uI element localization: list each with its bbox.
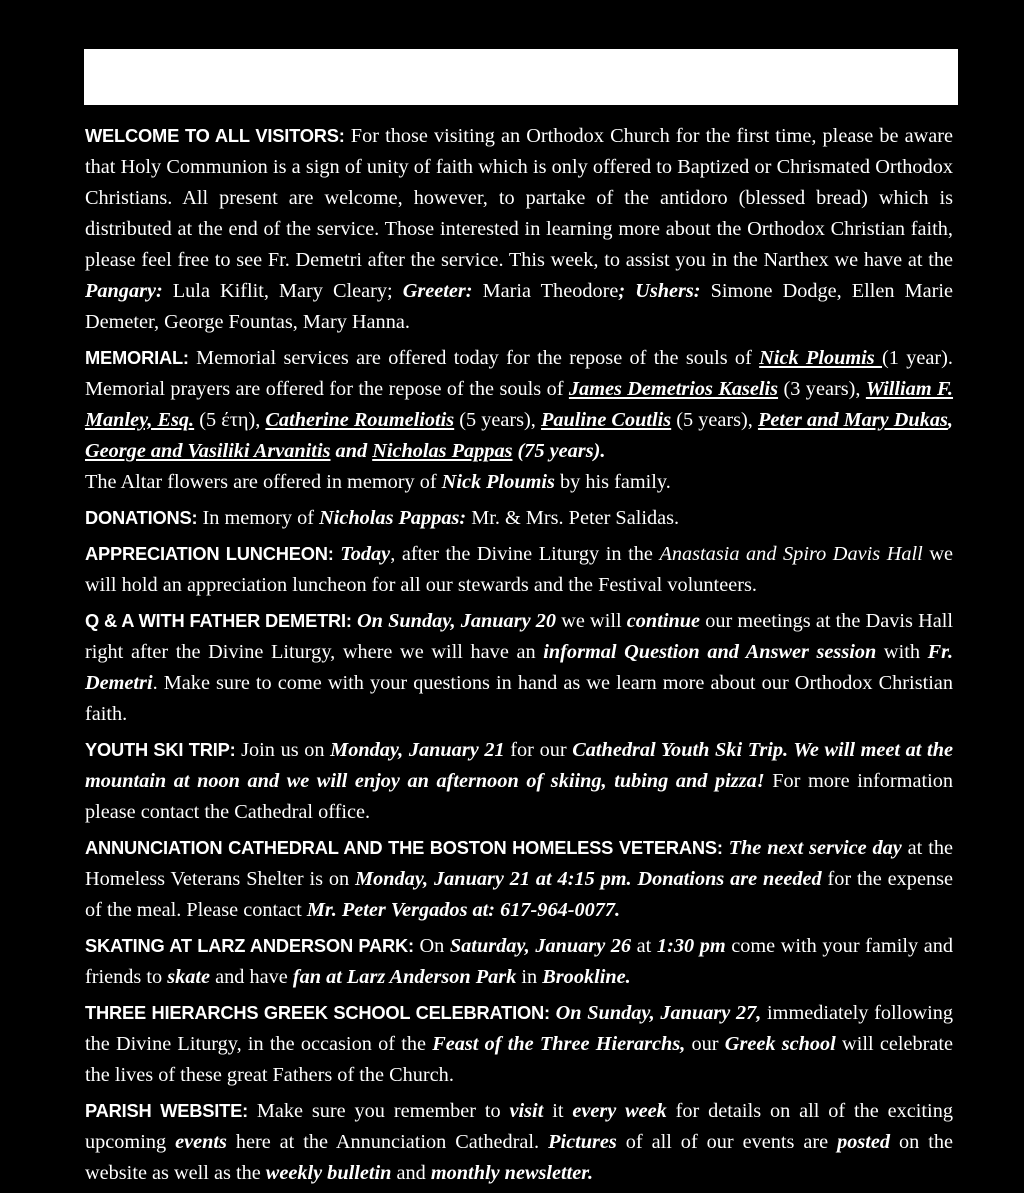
announcement-text: Memorial services are offered today for the repose of the souls of — [188, 347, 760, 369]
announcement-text: Nicholas Pappas: — [319, 507, 467, 529]
announcement-text: The Altar flowers are offered in memory of — [85, 471, 442, 493]
announcement-paragraph — [85, 832, 953, 926]
announcement-text: events — [175, 1131, 227, 1153]
announcement-text: and — [391, 1162, 431, 1184]
announcement-heading: APPRECIATION LUNCHEON: — [85, 543, 334, 564]
announcement-text: (3 years), — [778, 378, 866, 400]
announcement-paragraph — [85, 734, 953, 828]
announcement-text: (5 years), — [454, 409, 541, 431]
announcement-text: (1 year). Memorial prayers are offered for the repose of the souls of — [85, 347, 953, 400]
announcement-text: by his family. — [554, 471, 671, 493]
announcement-paragraph — [85, 502, 953, 534]
announcement-heading: Q & A WITH FATHER DEMETRI: — [85, 610, 352, 631]
announcement-text: Mr. & Mrs. Peter Salidas. — [466, 507, 680, 529]
announcement-text: Greek school — [724, 1033, 836, 1055]
announcement-heading: DONATIONS: — [85, 507, 198, 528]
announcement-text: Greeter: — [402, 280, 473, 302]
announcement-text: (75 years). — [512, 440, 606, 462]
announcement-text: weekly bulletin — [265, 1162, 392, 1184]
announcement-text: On — [413, 935, 450, 957]
announcement-text: Pictures — [548, 1131, 617, 1153]
announcement-text: here at the Annunciation Cathedral. — [226, 1131, 549, 1153]
announcement-text: fan at Larz Anderson Park — [292, 966, 517, 988]
announcement-text: at the Homeless Veterans Shelter is on — [85, 837, 953, 890]
announcement-text: come with your family and friends to — [85, 935, 954, 988]
announcement-paragraph — [85, 538, 953, 601]
announcement-text: William F. Manley, Esq. — [85, 378, 954, 431]
announcement-text: Make sure you remember to — [247, 1100, 510, 1122]
announcement-text: On Sunday, January 27, — [555, 1002, 762, 1024]
announcement-paragraph — [85, 120, 953, 338]
announcement-text: Anastasia and Spiro Davis Hall — [659, 543, 923, 565]
announcement-text: Nicholas Pappas — [372, 440, 513, 462]
announcement-text: , after the Divine Liturgy in the — [390, 543, 660, 565]
announcement-paragraph — [85, 1095, 953, 1189]
announcement-text: immediately following the Divine Liturgy, in the occasion of the — [85, 1002, 953, 1055]
announcement-text: Cathedral Youth Ski Trip. We will meet at the mountain at noon and we will enjoy an afternoon of skiing, tubing and pizza! — [85, 739, 953, 792]
announcement-text: For more information please contact the Cathedral office. — [85, 770, 953, 823]
announcement-text: and have — [210, 966, 293, 988]
announcement-text: Monday, January 21 at 4:15 pm. Donations are needed — [355, 868, 822, 890]
announcement-text: we will — [556, 610, 627, 632]
announcement-text: continue — [626, 610, 701, 632]
announcement-text: Monday, January 21 — [330, 739, 505, 761]
announcement-text: In memory of — [197, 507, 320, 529]
announcement-text: (5 έτη), — [194, 409, 266, 431]
announcement-heading: MEMORIAL: — [85, 347, 189, 368]
header-banner — [84, 49, 958, 105]
announcement-text: Saturday, January 26 — [449, 935, 632, 957]
announcement-text: it — [543, 1100, 573, 1122]
announcement-text: The next service day — [728, 837, 902, 859]
announcement-text: for the expense of the meal. Please contact — [85, 868, 953, 921]
announcement-text: our meetings at the Davis Hall right after the Divine Liturgy, where we will have an — [85, 610, 953, 663]
announcement-text: Brookline. — [542, 966, 631, 988]
announcement-text: Maria Theodore — [472, 280, 619, 302]
announcement-text: James Demetrios Kaselis — [568, 378, 779, 400]
announcement-text: (5 years), — [671, 409, 758, 431]
announcement-heading: ANNUNCIATION CATHEDRAL AND THE BOSTON HOMELESS VETERANS: — [85, 837, 723, 858]
announcement-text: Nick Ploumis — [441, 471, 555, 493]
announcement-text: in — [516, 966, 543, 988]
announcement-text: Simone Dodge, Ellen Marie Demeter, George Fountas, Mary Hanna. — [85, 280, 954, 333]
announcement-text: Catherine Roumeliotis — [265, 409, 455, 431]
announcement-text: with — [876, 641, 928, 663]
announcement-heading: THREE HIERARCHS GREEK SCHOOL CELEBRATION: — [85, 1002, 550, 1023]
announcement-paragraph — [85, 997, 953, 1091]
announcement-text: monthly newsletter. — [430, 1162, 594, 1184]
announcement-text: Fr. Demetri — [85, 641, 954, 694]
announcement-text: visit — [509, 1100, 544, 1122]
announcement-text: For those visiting an Orthodox Church for the first time, please be aware that Holy Communion is a sign of unity of faith which is only offered to Baptized or Chrismated Orthodox Christians. All present are welcome, however, to partake of the antidoro (blessed bread) which is distributed at the end of the service. Those interested in learning more about the Orthodox Christian faith, please feel free to see Fr. Demetri after the service. This week, to assist you in the Narthex we have at the — [85, 125, 953, 271]
announcement-text: On Sunday, January 20 — [357, 610, 557, 632]
announcement-text: Pangary: — [85, 280, 163, 302]
announcement-text: for our — [504, 739, 573, 761]
announcement-heading: WELCOME TO ALL VISITORS: — [85, 125, 345, 146]
announcement-text: every week — [572, 1100, 667, 1122]
announcement-text: informal Question and Answer session — [543, 641, 877, 663]
announcement-text: Feast of the Three Hierarchs, — [432, 1033, 686, 1055]
announcement-text: on the website as well as the — [85, 1131, 953, 1184]
announcement-text: Nick Ploumis — [759, 347, 883, 369]
announcement-text: Join us on — [235, 739, 331, 761]
announcement-heading: SKATING AT LARZ ANDERSON PARK: — [85, 935, 414, 956]
announcement-text: 1:30 pm — [656, 935, 726, 957]
announcement-text: we will hold an appreciation luncheon for all our stewards and the Festival volunteers. — [85, 543, 953, 596]
announcement-text: our — [685, 1033, 725, 1055]
announcement-text: Mr. Peter Vergados at: 617-964-0077. — [306, 899, 621, 921]
announcement-paragraph — [85, 342, 953, 498]
announcement-text: for details on all of the exciting upcoming — [85, 1100, 953, 1153]
announcement-heading: YOUTH SKI TRIP: — [85, 739, 236, 760]
announcement-text: Lula Kiflit, Mary Cleary; — [162, 280, 403, 302]
announcement-text: of all of our events are — [616, 1131, 838, 1153]
announcement-text: and — [330, 440, 373, 462]
announcement-text: , — [947, 409, 953, 431]
announcement-text: Today — [340, 543, 391, 565]
announcements — [85, 120, 953, 1193]
announcement-text: Pauline Coutlis — [540, 409, 672, 431]
announcement-text: ; Ushers: — [618, 280, 701, 302]
announcement-text: George and Vasiliki Arvanitis — [85, 440, 331, 462]
announcement-text: skate — [167, 966, 211, 988]
announcement-paragraph — [85, 930, 953, 993]
announcement-paragraph — [85, 605, 953, 730]
announcement-heading: PARISH WEBSITE: — [85, 1100, 248, 1121]
announcement-text: Peter and Mary Dukas — [757, 409, 948, 431]
announcement-text: at — [631, 935, 657, 957]
announcement-text: will celebrate the lives of these great Fathers of the Church. — [85, 1033, 953, 1086]
announcement-text: . Make sure to come with your questions in hand as we learn more about our Orthodox Christian faith. — [85, 672, 953, 725]
announcement-text: posted — [837, 1131, 891, 1153]
